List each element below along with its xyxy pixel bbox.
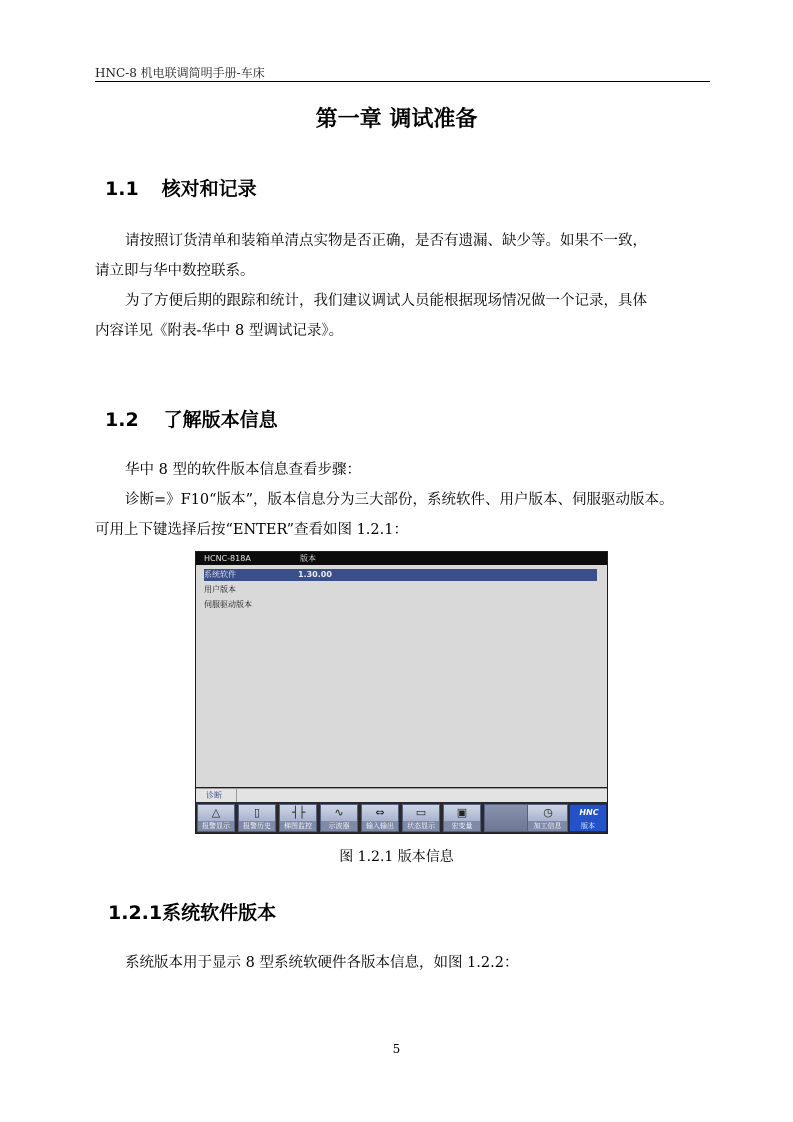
hnc-logo-icon: HNC (579, 808, 599, 817)
softkey-label: 示波器 (321, 821, 357, 831)
chapter-title: 第一章 调试准备 (315, 107, 478, 132)
softkey-label: 输入输出 (362, 821, 398, 831)
running-header: HNC-8 机电联调简明手册-车床 (95, 66, 265, 80)
section-title: 系统软件版本 (162, 902, 277, 924)
version-row-system-software[interactable] (204, 569, 597, 581)
version-list (196, 565, 607, 787)
paragraph-line: 可用上下键选择后按“ENTER”查看如图 1.2.1： (95, 522, 408, 538)
softkey-label: 状态显示 (403, 821, 439, 831)
paragraph-line: 华中 8 型的软件版本信息查看步骤： (125, 462, 361, 478)
row-label: 用户版本 (204, 585, 236, 594)
paragraph-line: 请按照订货清单和装箱单清点实物是否正确，是否有遗漏、缺少等。如果不一致， (125, 233, 647, 249)
version-row-user-version[interactable] (204, 584, 597, 596)
paragraph-check (95, 226, 715, 346)
version-screenshot (195, 551, 608, 834)
status-bar (196, 788, 607, 802)
softkey-version[interactable] (569, 804, 607, 832)
softkey-alarm-display[interactable] (197, 804, 235, 832)
section-number: 1.1 (105, 178, 139, 200)
status-label: 诊断 (206, 791, 222, 800)
row-label: 伺服驱动版本 (204, 600, 252, 609)
section-number: 1.2.1 (108, 902, 163, 924)
section-number: 1.2 (105, 409, 139, 431)
softkey-oscilloscope[interactable] (320, 804, 358, 832)
warning-triangle-icon: △ (211, 806, 221, 819)
paragraph-line: 诊断=》F10“版本”，版本信息分为三大部份，系统软件、用户版本、伺服驱动版本。 (125, 492, 674, 508)
section-heading-1-1 (105, 174, 257, 201)
paragraph-line: 为了方便后期的跟踪和统计，我们建议调试人员能根据现场情况做一个记录，具体 (125, 293, 647, 309)
status-screen-icon: ▭ (415, 806, 427, 819)
softkey-macro-variable[interactable] (443, 804, 481, 832)
softkey-label: 报警历史 (239, 821, 275, 831)
softkey-input-output[interactable] (361, 804, 399, 832)
row-value: 1.30.00 (298, 570, 332, 579)
version-row-servo-drive[interactable] (204, 599, 597, 611)
section-heading-1-2 (105, 405, 278, 432)
model-name: HCNC-818A (204, 554, 251, 563)
section-heading-1-2-1 (108, 898, 276, 925)
page-number: 5 (392, 1042, 401, 1056)
softkey-label: 版本 (570, 821, 606, 831)
softkey-status-display[interactable] (402, 804, 440, 832)
softkey-alarm-history[interactable] (238, 804, 276, 832)
screen-title-bar (196, 552, 607, 565)
softkey-bar (196, 802, 607, 833)
paragraph-line: 系统版本用于显示 8 型系统软硬件各版本信息，如图 1.2.2： (125, 955, 519, 971)
section-title: 了解版本信息 (163, 409, 278, 431)
row-label: 系统软件 (204, 570, 236, 579)
clock-icon: ◷ (543, 806, 553, 819)
macro-variable-icon: ▣ (456, 806, 468, 819)
io-arrow-icon: ⇔ (375, 806, 385, 819)
softkey-label: 梯图监控 (280, 821, 316, 831)
paragraph-version-steps (95, 455, 715, 545)
section-title: 核对和记录 (161, 178, 257, 200)
softkey-label: 报警显示 (198, 821, 234, 831)
paragraph-line: 请立即与华中数控联系。 (95, 263, 255, 279)
status-divider (236, 789, 237, 802)
softkey-label: 宏变量 (444, 821, 480, 831)
ladder-icon: ┤├ (292, 806, 306, 819)
oscilloscope-icon: ∿ (334, 806, 344, 819)
softkey-machining-info[interactable] (527, 804, 568, 832)
softkey-ladder-monitor[interactable] (279, 804, 317, 832)
figure-caption: 图 1.2.1 版本信息 (339, 849, 454, 865)
document-icon: ▯ (253, 806, 261, 819)
paragraph-line: 内容详见《附表-华中 8 型调试记录》。 (95, 323, 344, 339)
softkey-label: 加工信息 (528, 821, 567, 831)
header-divider (95, 81, 710, 82)
paragraph-system-version (95, 948, 715, 978)
screen-title: 版本 (300, 554, 316, 563)
